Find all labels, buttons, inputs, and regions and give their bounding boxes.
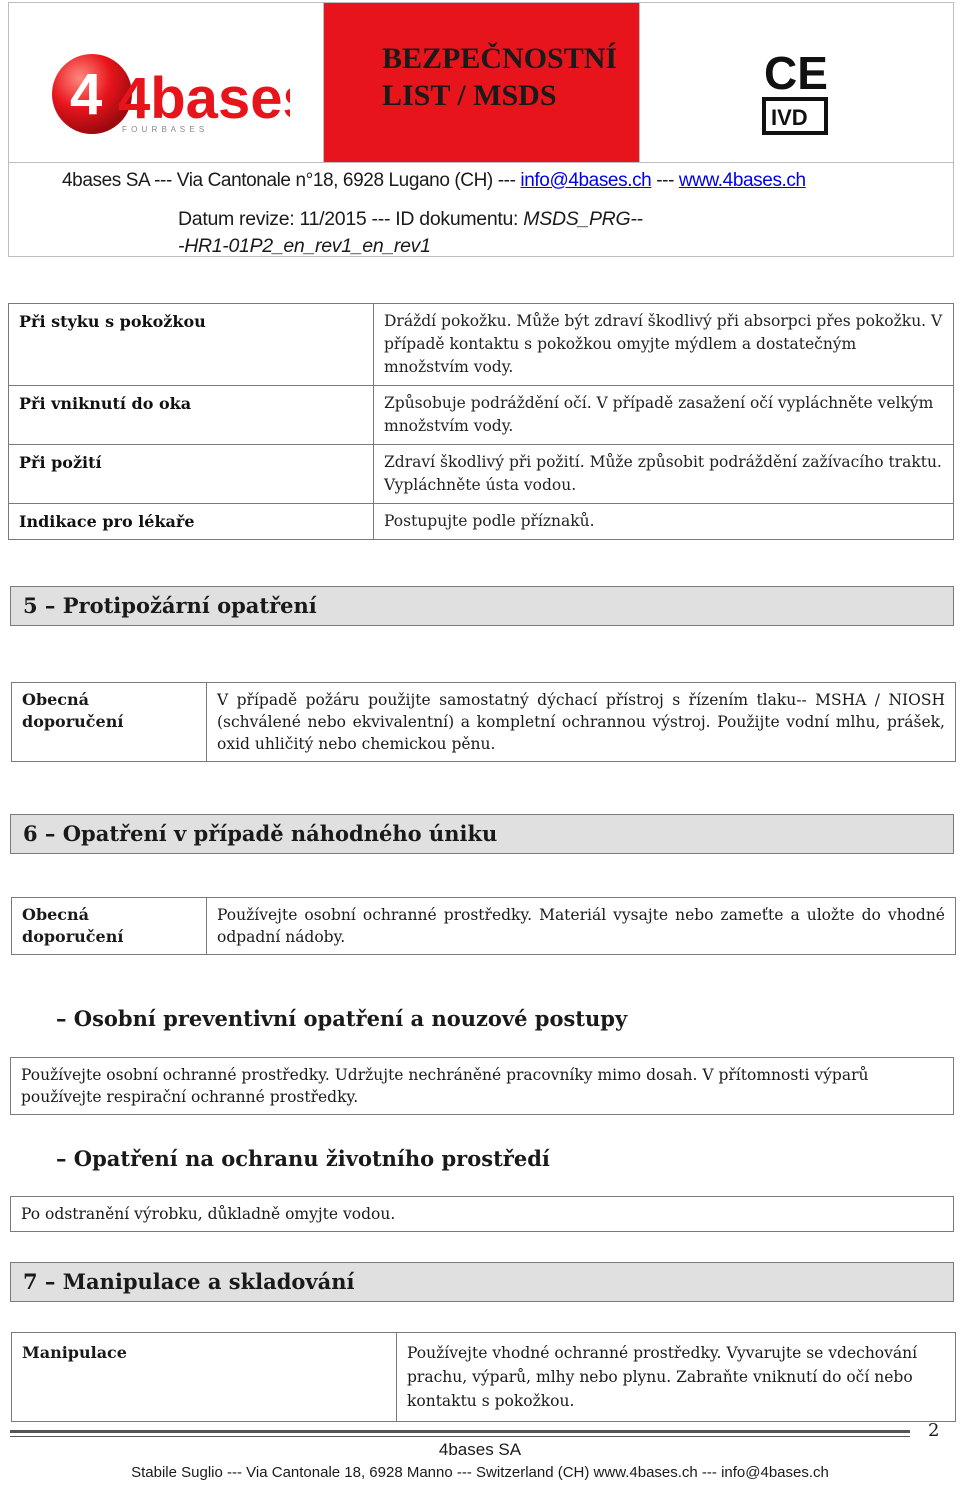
row-label: Při požití [9, 445, 374, 504]
section-6-table [11, 897, 956, 955]
row-text: Používejte vhodné ochranné prostředky. Vyvarujte se vdechování prachu, výparů, mlhy nebo plynu. Zabraňte vniknutí do očí nebo kontaktu s pokožkou. [397, 1333, 956, 1422]
revision-date: Datum revize: 11/2015 --- ID dokumentu: [178, 208, 524, 230]
footer-company: 4bases SA [438, 1440, 522, 1459]
subsection-text: Po odstranění výrobku, důkladně omyjte vodou. [10, 1196, 954, 1232]
subsection-heading: – Osobní preventivní opatření a nouzové postupy [56, 1006, 628, 1031]
table-row [9, 445, 954, 504]
page-number: 2 [928, 1420, 940, 1441]
logo-digit: 4 [70, 62, 103, 127]
document-title [382, 40, 617, 114]
ce-ivd-mark [760, 45, 830, 137]
ce-icon: CE [764, 47, 828, 99]
document-id-continued: -HR1-01P2_en_rev1_en_rev1 [178, 235, 431, 257]
subsection-text: Používejte osobní ochranné prostředky. Udržujte nechráněné pracovníky mimo dosah. V přítomnosti výparů používejte respirační ochranné prostředky. [10, 1057, 954, 1115]
footer-address: Stabile Suglio --- Via Cantonale 18, 6928 Manno --- Switzerland (CH) www.4bases.ch --- info@4bases.ch [131, 1464, 829, 1481]
first-aid-table [8, 303, 954, 540]
row-label: Při styku s pokožkou [9, 304, 374, 386]
row-text: Zdraví škodlivý při požití. Může způsobit podráždění zažívacího traktu. Vypláchněte ústa vodou. [374, 445, 954, 504]
title-line-1: BEZPEČNOSTNÍ [382, 42, 618, 75]
row-label: Při vniknutí do oka [9, 386, 374, 445]
row-text: Postupujte podle příznaků. [374, 504, 954, 540]
section-5-heading: 5 – Protipožární opatření [10, 586, 954, 626]
section-7-heading: 7 – Manipulace a skladování [10, 1262, 954, 1302]
contact-line [62, 170, 806, 192]
section-5-table [11, 682, 956, 762]
website-link[interactable]: www.4bases.ch [678, 170, 806, 191]
row-text: Používejte osobní ochranné prostředky. Materiál vysajte nebo zameťte a uložte do vhodné odpadní nádoby. [207, 898, 956, 955]
section-7-table [11, 1332, 956, 1422]
row-label: Obecná doporučení [12, 898, 207, 955]
row-label: Indikace pro lékaře [9, 504, 374, 540]
document-id: MSDS_PRG-- [523, 208, 643, 230]
row-text: V případě požáru použijte samostatný dýchací přístroj s řízením tlaku-- MSHA / NIOSH (schválené nebo ekvivalentní) a kompletní ochrannou výstroj. Použijte vodní mlhu, prášek, oxid uhličitý nebo chemickou pěnu. [207, 683, 956, 762]
ivd-icon: IVD [771, 105, 808, 130]
row-label: Obecná doporučení [12, 683, 207, 762]
table-row [9, 386, 954, 445]
revision-info [178, 206, 738, 260]
table-row [12, 898, 956, 955]
row-text: Dráždí pokožku. Může být zdraví škodlivý při absorpci přes pokožku. V případě kontaktu s pokožkou omyjte mýdlem a dostatečným množstvím vody. [374, 304, 954, 386]
header-divider [639, 2, 640, 162]
footer-rule [10, 1430, 910, 1433]
row-label: Manipulace [12, 1333, 397, 1422]
table-row [9, 304, 954, 386]
table-row [9, 504, 954, 540]
subsection-heading: – Opatření na ochranu životního prostředí [56, 1146, 550, 1171]
email-link[interactable]: info@4bases.ch [520, 170, 652, 191]
header-divider [323, 2, 324, 162]
row-text: Způsobuje podráždění očí. V případě zasažení očí vypláchněte velkým množstvím vody. [374, 386, 954, 445]
contact-address: 4bases SA --- Via Cantonale n°18, 6928 Lugano (CH) --- [62, 170, 521, 191]
logo-tagline: F O U R B A S E S [122, 125, 206, 134]
logo-word: 4base [118, 66, 283, 131]
header-divider [8, 162, 954, 163]
table-row [12, 683, 956, 762]
footer-rule [10, 1436, 910, 1437]
contact-separator: --- [651, 170, 679, 191]
title-line-2: LIST / MSDS [382, 79, 557, 112]
table-row [12, 1333, 956, 1422]
section-6-heading: 6 – Opatření v případě náhodného úniku [10, 814, 954, 854]
company-logo [50, 52, 290, 142]
